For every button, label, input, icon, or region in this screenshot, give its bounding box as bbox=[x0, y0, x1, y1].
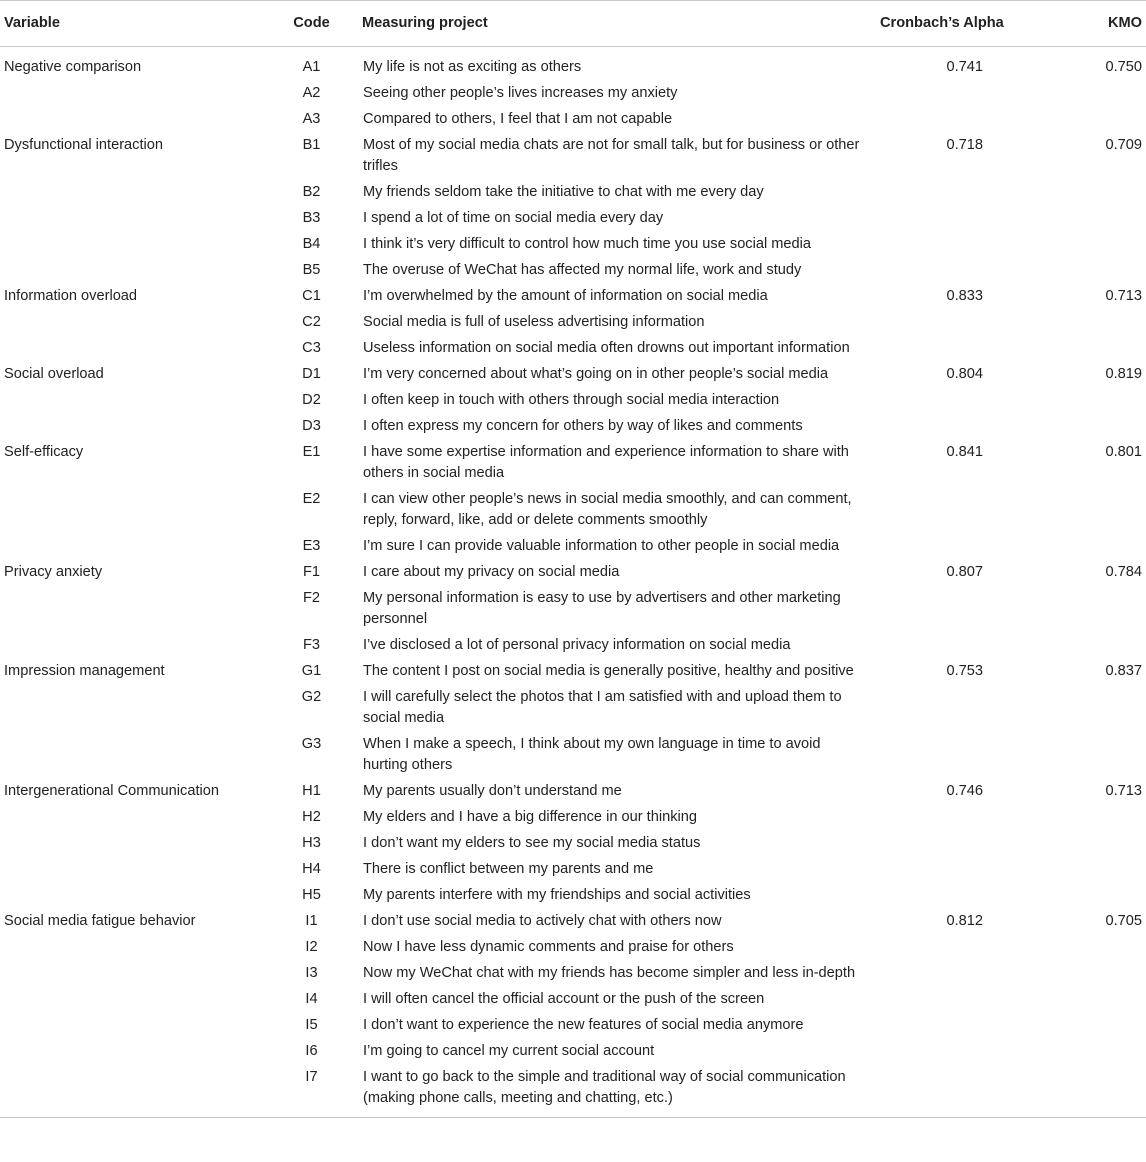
item-cell: My friends seldom take the initiative to chat with me every day bbox=[363, 184, 764, 200]
item-cell: My elders and I have a big difference in our thinking bbox=[363, 809, 697, 825]
kmo-cell bbox=[1056, 857, 1146, 883]
cronbachs-alpha-cell bbox=[876, 1065, 1056, 1118]
item-cell: I often keep in touch with others through social media interaction bbox=[363, 392, 780, 408]
table-row bbox=[0, 831, 1146, 857]
kmo-cell bbox=[1056, 81, 1146, 107]
table-row bbox=[0, 961, 1146, 987]
table-row bbox=[0, 180, 1146, 206]
item-cell: I have some expertise information and experience information to share with others in social media bbox=[363, 444, 849, 481]
kmo-cell: 0.750 bbox=[1105, 59, 1142, 75]
table-row bbox=[0, 534, 1146, 560]
item-cell: I don’t want to experience the new features of social media anymore bbox=[363, 1017, 804, 1033]
cronbachs-alpha-cell bbox=[876, 857, 1056, 883]
cronbachs-alpha-cell bbox=[876, 487, 1056, 534]
header-cronbachs-alpha: Cronbach’s Alpha bbox=[876, 1, 1056, 47]
code-cell: E1 bbox=[302, 444, 321, 460]
table-row bbox=[0, 883, 1146, 909]
variable-cell bbox=[0, 961, 265, 987]
item-cell: I think it’s very difficult to control how much time you use social media bbox=[363, 236, 812, 252]
table-row bbox=[0, 440, 1146, 487]
table-row bbox=[0, 685, 1146, 732]
item-cell: When I make a speech, I think about my own language in time to avoid hurting others bbox=[363, 736, 821, 773]
code-cell: B2 bbox=[302, 184, 321, 200]
kmo-cell bbox=[1056, 310, 1146, 336]
cronbachs-alpha-cell bbox=[876, 81, 1056, 107]
kmo-cell: 0.837 bbox=[1105, 663, 1142, 679]
variable-cell bbox=[0, 831, 265, 857]
table-row bbox=[0, 133, 1146, 180]
item-cell: My parents interfere with my friendships and social activities bbox=[363, 887, 751, 903]
table-row bbox=[0, 47, 1146, 81]
variable-cell: Impression management bbox=[4, 663, 165, 679]
cronbachs-alpha-cell: 0.746 bbox=[946, 783, 983, 799]
table-row bbox=[0, 284, 1146, 310]
item-cell: Useless information on social media often drowns out important information bbox=[363, 340, 850, 356]
code-cell: I6 bbox=[305, 1043, 318, 1059]
code-cell: F2 bbox=[302, 590, 321, 606]
variable-cell bbox=[0, 1013, 265, 1039]
code-cell: H4 bbox=[302, 861, 321, 877]
variable-cell: Dysfunctional interaction bbox=[4, 137, 163, 153]
cronbachs-alpha-cell bbox=[876, 883, 1056, 909]
variable-cell bbox=[0, 857, 265, 883]
code-cell: E3 bbox=[302, 538, 321, 554]
item-cell: Now my WeChat chat with my friends has become simpler and less in-depth bbox=[363, 965, 856, 981]
item-cell: I care about my privacy on social media bbox=[363, 564, 620, 580]
table-row bbox=[0, 107, 1146, 133]
header-kmo: KMO bbox=[1056, 1, 1146, 47]
item-cell: The content I post on social media is generally positive, healthy and positive bbox=[363, 663, 854, 679]
variable-cell: Social media fatigue behavior bbox=[4, 913, 196, 929]
header-row bbox=[0, 1, 1146, 47]
code-cell: B3 bbox=[302, 210, 321, 226]
code-cell: G2 bbox=[301, 689, 322, 705]
cronbachs-alpha-cell: 0.841 bbox=[946, 444, 983, 460]
kmo-cell: 0.819 bbox=[1105, 366, 1142, 382]
code-cell: C2 bbox=[302, 314, 321, 330]
cronbachs-alpha-cell bbox=[876, 732, 1056, 779]
kmo-cell: 0.713 bbox=[1105, 783, 1142, 799]
kmo-cell bbox=[1056, 258, 1146, 284]
variable-cell bbox=[0, 534, 265, 560]
item-cell: My personal information is easy to use by advertisers and other marketing personnel bbox=[363, 590, 841, 627]
kmo-cell bbox=[1056, 633, 1146, 659]
variable-cell bbox=[0, 987, 265, 1013]
item-cell: I don’t use social media to actively chat with others now bbox=[363, 913, 722, 929]
kmo-cell: 0.801 bbox=[1105, 444, 1142, 460]
cronbachs-alpha-cell bbox=[876, 685, 1056, 732]
variable-cell: Negative comparison bbox=[4, 59, 142, 75]
variable-cell bbox=[0, 1065, 265, 1118]
code-cell: G3 bbox=[301, 736, 322, 752]
item-cell: Now I have less dynamic comments and praise for others bbox=[363, 939, 734, 955]
code-cell: A1 bbox=[302, 59, 321, 75]
variable-cell: Self-efficacy bbox=[4, 444, 84, 460]
code-cell: F1 bbox=[302, 564, 321, 580]
item-cell: I’ve disclosed a lot of personal privacy information on social media bbox=[363, 637, 791, 653]
variable-cell bbox=[0, 883, 265, 909]
header-variable: Variable bbox=[0, 1, 265, 47]
kmo-cell bbox=[1056, 1065, 1146, 1118]
code-cell: D1 bbox=[302, 366, 321, 382]
kmo-cell bbox=[1056, 1013, 1146, 1039]
table-header bbox=[0, 1, 1146, 47]
kmo-cell bbox=[1056, 206, 1146, 232]
kmo-cell bbox=[1056, 732, 1146, 779]
table-row bbox=[0, 857, 1146, 883]
code-cell: I5 bbox=[305, 1017, 318, 1033]
table-row bbox=[0, 1013, 1146, 1039]
variable-cell bbox=[0, 258, 265, 284]
kmo-cell bbox=[1056, 935, 1146, 961]
kmo-cell bbox=[1056, 685, 1146, 732]
variable-cell bbox=[0, 180, 265, 206]
cronbachs-alpha-cell bbox=[876, 206, 1056, 232]
kmo-cell bbox=[1056, 805, 1146, 831]
table-row bbox=[0, 935, 1146, 961]
code-cell: B5 bbox=[302, 262, 321, 278]
variable-cell: Social overload bbox=[4, 366, 104, 382]
variable-cell bbox=[0, 81, 265, 107]
table-row bbox=[0, 659, 1146, 685]
code-cell: H1 bbox=[302, 783, 321, 799]
item-cell: Social media is full of useless advertising information bbox=[363, 314, 705, 330]
table-row bbox=[0, 336, 1146, 362]
cronbachs-alpha-cell bbox=[876, 107, 1056, 133]
table-row bbox=[0, 987, 1146, 1013]
cronbachs-alpha-cell: 0.812 bbox=[946, 913, 983, 929]
variable-cell bbox=[0, 232, 265, 258]
code-cell: H3 bbox=[302, 835, 321, 851]
variable-cell bbox=[0, 1039, 265, 1065]
cronbachs-alpha-cell: 0.804 bbox=[946, 366, 983, 382]
code-cell: C1 bbox=[302, 288, 321, 304]
variable-cell bbox=[0, 414, 265, 440]
code-cell: F3 bbox=[302, 637, 321, 653]
table-body bbox=[0, 47, 1146, 1118]
table-row bbox=[0, 81, 1146, 107]
table-row bbox=[0, 805, 1146, 831]
code-cell: D2 bbox=[302, 392, 321, 408]
table-row bbox=[0, 909, 1146, 935]
variable-cell: Privacy anxiety bbox=[4, 564, 103, 580]
variable-cell bbox=[0, 805, 265, 831]
cronbachs-alpha-cell bbox=[876, 586, 1056, 633]
variable-cell bbox=[0, 206, 265, 232]
item-cell: I’m sure I can provide valuable information to other people in social media bbox=[363, 538, 840, 554]
cronbachs-alpha-cell bbox=[876, 1013, 1056, 1039]
table-row bbox=[0, 779, 1146, 805]
cronbachs-alpha-cell bbox=[876, 310, 1056, 336]
table-row bbox=[0, 560, 1146, 586]
kmo-cell: 0.705 bbox=[1105, 913, 1142, 929]
kmo-cell bbox=[1056, 180, 1146, 206]
item-cell: My parents usually don’t understand me bbox=[363, 783, 622, 799]
kmo-cell bbox=[1056, 534, 1146, 560]
code-cell: D3 bbox=[302, 418, 321, 434]
kmo-cell: 0.784 bbox=[1105, 564, 1142, 580]
code-cell: I2 bbox=[305, 939, 318, 955]
header-measuring-project: Measuring project bbox=[358, 1, 876, 47]
item-cell: Seeing other people’s lives increases my anxiety bbox=[363, 85, 678, 101]
cronbachs-alpha-cell: 0.741 bbox=[946, 59, 983, 75]
variable-cell bbox=[0, 310, 265, 336]
table-row bbox=[0, 633, 1146, 659]
kmo-cell bbox=[1056, 336, 1146, 362]
item-cell: My life is not as exciting as others bbox=[363, 59, 582, 75]
code-cell: A3 bbox=[302, 111, 321, 127]
header-code: Code bbox=[265, 1, 358, 47]
kmo-cell bbox=[1056, 831, 1146, 857]
variable-cell bbox=[0, 633, 265, 659]
code-cell: H5 bbox=[302, 887, 321, 903]
item-cell: Most of my social media chats are not for small talk, but for business or other trifles bbox=[363, 137, 860, 174]
item-cell: I want to go back to the simple and traditional way of social communication (making phone calls, meeting and chatting, etc.) bbox=[358, 1065, 876, 1118]
cronbachs-alpha-cell bbox=[876, 180, 1056, 206]
variable-cell bbox=[0, 732, 265, 779]
cronbachs-alpha-cell bbox=[876, 987, 1056, 1013]
variable-cell bbox=[0, 388, 265, 414]
kmo-cell bbox=[1056, 414, 1146, 440]
code-cell: I4 bbox=[305, 991, 318, 1007]
kmo-cell bbox=[1056, 1039, 1146, 1065]
code-cell: A2 bbox=[302, 85, 321, 101]
code-cell: G1 bbox=[301, 663, 322, 679]
kmo-cell bbox=[1056, 883, 1146, 909]
cronbachs-alpha-cell bbox=[876, 831, 1056, 857]
kmo-cell bbox=[1056, 232, 1146, 258]
code-cell: B1 bbox=[302, 137, 321, 153]
item-cell: I don’t want my elders to see my social media status bbox=[363, 835, 701, 851]
variable-cell bbox=[0, 685, 265, 732]
item-cell: There is conflict between my parents and me bbox=[363, 861, 654, 877]
cronbachs-alpha-cell bbox=[876, 336, 1056, 362]
variable-cell bbox=[0, 586, 265, 633]
item-cell: I’m going to cancel my current social account bbox=[363, 1043, 655, 1059]
variable-cell: Intergenerational Communication bbox=[4, 783, 219, 799]
cronbachs-alpha-cell bbox=[876, 935, 1056, 961]
kmo-cell bbox=[1056, 961, 1146, 987]
item-cell: I spend a lot of time on social media every day bbox=[363, 210, 664, 226]
kmo-cell bbox=[1056, 987, 1146, 1013]
cronbachs-alpha-cell bbox=[876, 388, 1056, 414]
item-cell: I often express my concern for others by way of likes and comments bbox=[363, 418, 803, 434]
item-cell: I’m overwhelmed by the amount of information on social media bbox=[363, 288, 768, 304]
kmo-cell bbox=[1056, 487, 1146, 534]
code-cell: B4 bbox=[302, 236, 321, 252]
table-row bbox=[0, 487, 1146, 534]
table-row bbox=[0, 310, 1146, 336]
kmo-cell: 0.709 bbox=[1105, 137, 1142, 153]
table-row bbox=[0, 732, 1146, 779]
table-row bbox=[0, 1039, 1146, 1065]
code-cell: I1 bbox=[305, 913, 318, 929]
variable-cell bbox=[0, 107, 265, 133]
code-cell: H2 bbox=[302, 809, 321, 825]
table-row bbox=[0, 414, 1146, 440]
kmo-cell bbox=[1056, 586, 1146, 633]
code-cell: I3 bbox=[305, 965, 318, 981]
variable-cell bbox=[0, 487, 265, 534]
item-cell: I will often cancel the official account or the push of the screen bbox=[363, 991, 765, 1007]
variable-cell: Information overload bbox=[4, 288, 138, 304]
cronbachs-alpha-cell bbox=[876, 232, 1056, 258]
code-cell: C3 bbox=[302, 340, 321, 356]
table-row bbox=[0, 362, 1146, 388]
cronbachs-alpha-cell bbox=[876, 633, 1056, 659]
cronbachs-alpha-cell: 0.718 bbox=[946, 137, 983, 153]
item-cell: I’m very concerned about what’s going on in other people’s social media bbox=[363, 366, 829, 382]
kmo-cell: 0.713 bbox=[1105, 288, 1142, 304]
cronbachs-alpha-cell: 0.807 bbox=[946, 564, 983, 580]
code-cell: E2 bbox=[302, 491, 321, 507]
cronbachs-alpha-cell: 0.753 bbox=[946, 663, 983, 679]
code-cell: I7 bbox=[265, 1065, 358, 1118]
item-cell: The overuse of WeChat has affected my normal life, work and study bbox=[363, 262, 802, 278]
kmo-cell bbox=[1056, 388, 1146, 414]
variable-cell bbox=[0, 935, 265, 961]
variable-cell bbox=[0, 336, 265, 362]
cronbachs-alpha-cell: 0.833 bbox=[946, 288, 983, 304]
table-row bbox=[0, 586, 1146, 633]
cronbachs-alpha-cell bbox=[876, 414, 1056, 440]
table-row bbox=[0, 206, 1146, 232]
table-row bbox=[0, 1065, 1146, 1118]
kmo-cell bbox=[1056, 107, 1146, 133]
item-cell: Compared to others, I feel that I am not capable bbox=[363, 111, 673, 127]
cronbachs-alpha-cell bbox=[876, 258, 1056, 284]
table-row bbox=[0, 388, 1146, 414]
cronbachs-alpha-cell bbox=[876, 534, 1056, 560]
cronbachs-alpha-cell bbox=[876, 1039, 1056, 1065]
cronbachs-alpha-cell bbox=[876, 805, 1056, 831]
cronbachs-alpha-cell bbox=[876, 961, 1056, 987]
table-row bbox=[0, 232, 1146, 258]
item-cell: I will carefully select the photos that I am satisfied with and upload them to social media bbox=[363, 689, 842, 726]
table-row bbox=[0, 258, 1146, 284]
item-cell: I can view other people’s news in social media smoothly, and can comment, reply, forward, like, add or delete comments smoothly bbox=[363, 491, 852, 528]
